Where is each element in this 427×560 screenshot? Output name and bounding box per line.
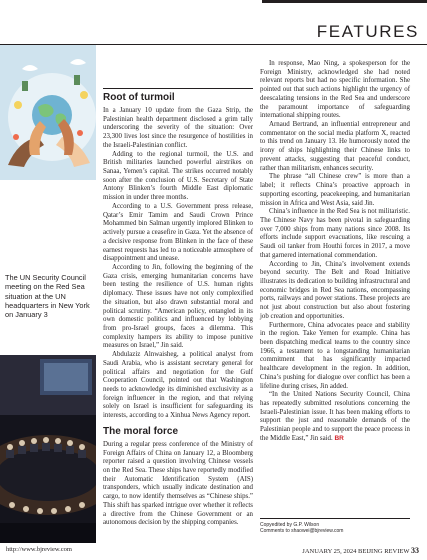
credit-box — [260, 518, 410, 535]
paragraph: Furthermore, China advocates peace and stability in the region. Take Yemen for example. China has been dispatching medical teams to the country since 1966, a testament to a longstanding humanitarian commitment that has significantly impacted healthcare development in the region. In addition, China’s pushing for dialogue over conflict has been a lifeline during crises, Jin added. — [260, 321, 410, 390]
un-meeting-photo — [0, 355, 96, 543]
section-header — [0, 0, 427, 45]
paragraph: According to a U.S. Government press release, Qatar’s Emir Tamim and Saudi Crown Prince Mohammed bin Salman urgently implored Blinken to actively pursue a ceasefire in Gaza. Yet the absence of a decisive response from Blinken in the face of these earnest requests has led to a noticeable atmosphere of disappointment and unease. — [103, 202, 253, 263]
page-footer — [0, 542, 427, 560]
header-bar — [262, 0, 427, 3]
subheading-root-of-turmoil: Root of turmoil — [103, 92, 175, 103]
paragraph: According to Jin, following the beginning of the Gaza crisis, emerging humanitarian concerns have been testing the resilience of U.S. human rights diplomacy. These issues have not only complexified the situation, but also drawn substantial moral and political scrutiny. “American policy, entangled in its own domestic politics and influenced by lobbying from pro-Israel groups, faces a dilemma. This complexity hampers its ability to impose punitive measures on Israel,” Jin said. — [103, 263, 253, 350]
article-column-1 — [103, 48, 253, 528]
paragraph: According to Jin, China’s involvement extends beyond security. The Belt and Road Initiative illustrates its dedication to building infrastructural and economic bridges in Red Sea nations, encompassing ports, railways and power stations. These projects are not just about construction but also about fostering job creation and opportunities. — [260, 260, 410, 320]
issue-info — [302, 546, 419, 555]
paragraph: Adding to the regional turmoil, the U.S. and British militaries launched powerful airstrikes on Sanaa, Yemen’s capital. The strikes occurred notably soon after the conclusion of U.S. Secretary of State Antony Blinken’s fourth Middle East diplomatic mission in under three months. — [103, 150, 253, 202]
paragraph: Arnaud Bertrand, an influential entrepreneur and commentator on the social media platform X, reacted to this trend on January 13. He humorously noted the irony of ships highlighting their Chinese links to prevent attacks, suggesting that peaceful conduct, rather than militarism, enhances security. — [260, 121, 410, 172]
website-link[interactable]: http://www.bjreview.com — [6, 546, 72, 553]
subheading-moral-force: The moral force — [103, 425, 179, 437]
paragraph: In response, Mao Ning, a spokesperson for the Foreign Ministry, acknowledged she had noted relevant reports but had no specific information. She pointed out that such actions highlight the urgency of deescalating tensions in the Red Sea and underscore the paramount importance of safeguarding international shipping routes. — [260, 60, 410, 120]
sidebar — [0, 45, 96, 543]
page-number: 33 — [411, 546, 419, 555]
copyedit-credit: Copyedited by G.P. Wilson — [260, 522, 320, 528]
paragraph: China’s influence in the Red Sea is not militaristic. The Chinese Navy has been pivotal in safeguarding over 7,000 ships from many nations since 2008. Its efforts include support evacuations, like rescuing a Saudi oil tanker from Houthi forces in 2017, a move that garnered international commendation. — [260, 208, 410, 259]
paragraph-text: “In the United Nations Security Council, China has repeatedly submitted resolutions concerning the Israeli-Palestinian issue. It has been making efforts to support the just and reasonable demands of the Palestinian people and to support the peace process in the Middle East,” Jin said. — [260, 391, 410, 442]
comments-email: Comments to shaowei@bjreview.com — [260, 528, 344, 535]
end-mark: BR — [334, 434, 344, 442]
issue-date: JANUARY 25, 2024 BEIJING REVIEW — [302, 548, 410, 555]
paragraph: The phrase “all Chinese crew” is more than a label; it reflects China’s proactive approach in supporting escorting, peacekeeping, and humanitarian mission in Africa and West Asia, said Jin. — [260, 173, 410, 207]
paragraph: In a January 10 update from the Gaza Strip, the Palestinian health department disclosed a grim tally underscoring the severity of the situation: Over 23,300 lives lost since the resurgence of hostilities in the Israeli-Palestinian conflict. — [103, 107, 253, 149]
paragraph: During a regular press conference of the Ministry of Foreign Affairs of China on January 12, a Bloomberg reporter raised a question involving Chinese vessels on the Red Sea. These ships have reportedly modified their Automatic Identification System (AIS) transponders, which usually indicate destination and cargo, to now identify themselves as “Chinese ships.” This shift has sparked intrigue over whether it reflects a directive from the Chinese Government or an autonomous decision by the shipping companies. — [103, 440, 253, 527]
article-column-2 — [260, 60, 410, 444]
photo-caption: The UN Security Council meeting on the Red Sea situation at the UN headquarters in New York on January 3 — [5, 273, 90, 320]
paragraph — [260, 391, 410, 443]
paragraph: Abdulaziz Alnwaisheg, a political analyst from Saudi Arabia, who is assistant secretary general for political affairs and negotiation for the Gulf Cooperation Council, pointed out that Washington needs to acknowledge its diminished exclusivity as a foreign influencer in the region, and that relying solely on Israel is insufficient for safeguarding its interests, according to a Xinhua News Agency report. — [103, 351, 253, 420]
section-title: FEATURES — [316, 22, 419, 41]
illustration-image — [0, 45, 96, 180]
